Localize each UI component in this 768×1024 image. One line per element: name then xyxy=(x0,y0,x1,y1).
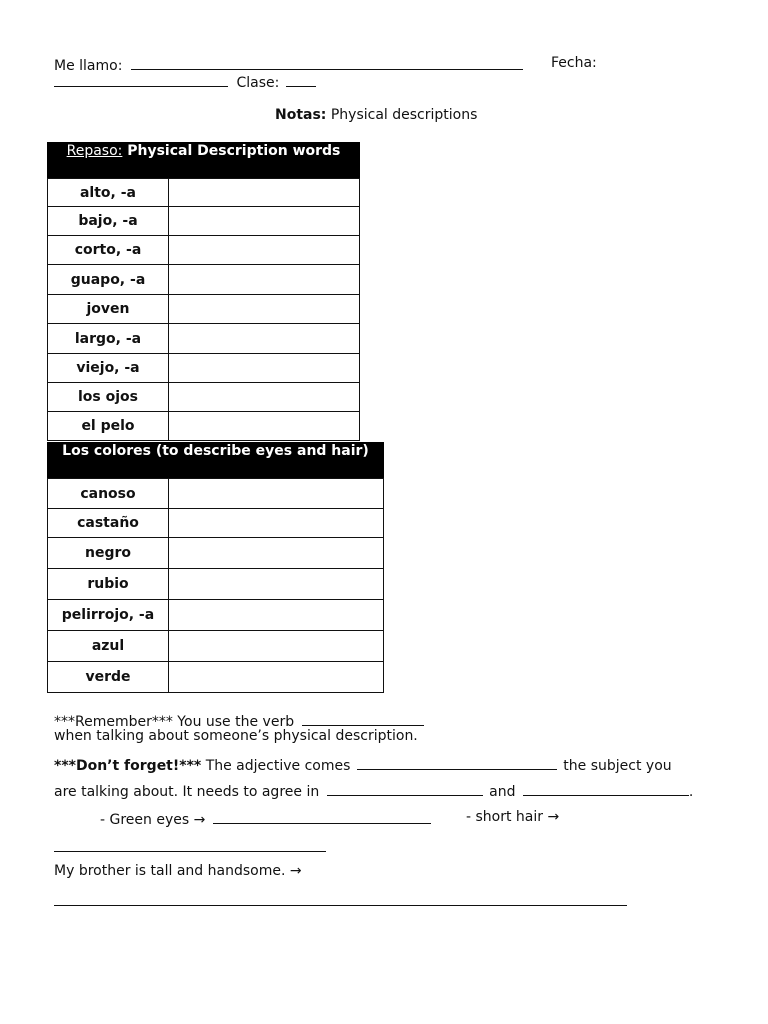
dont-forget-text-a: The adjective comes xyxy=(205,758,351,774)
class-label: Clase: xyxy=(236,75,280,91)
table1-answer-cell[interactable] xyxy=(169,265,360,295)
table2-row xyxy=(48,479,384,509)
table2-term: azul xyxy=(48,631,169,662)
table2-row xyxy=(48,538,384,569)
brother-blank[interactable] xyxy=(54,905,627,906)
remember-text-a: ***Remember*** You use the verb xyxy=(54,714,295,730)
table1-answer-cell[interactable] xyxy=(169,236,360,265)
brother-line xyxy=(54,863,302,879)
table1 xyxy=(47,178,360,441)
verb-blank[interactable] xyxy=(302,711,424,726)
table1-answer-cell[interactable] xyxy=(169,207,360,236)
table2-term: verde xyxy=(48,662,169,693)
table1-row xyxy=(48,207,360,236)
agree-text-a: are talking about. It needs to agree in xyxy=(54,784,320,800)
agree-blank-2[interactable] xyxy=(523,781,689,796)
table1-term: los ojos xyxy=(48,383,169,412)
date-blank[interactable] xyxy=(54,72,228,87)
table2-row xyxy=(48,509,384,538)
date-line xyxy=(551,55,597,71)
short-hair-label: - short hair → xyxy=(466,809,560,825)
table1-term: guapo, -a xyxy=(48,265,169,295)
agree-and: and xyxy=(489,784,516,800)
table2-header-text: Los colores (to describe eyes and hair) xyxy=(62,443,369,459)
table2-answer-cell[interactable] xyxy=(169,569,384,600)
agree-line xyxy=(54,781,693,800)
short-hair-line xyxy=(466,809,559,825)
class-blank[interactable] xyxy=(286,72,316,87)
table1-row xyxy=(48,265,360,295)
title-prefix: Notas: xyxy=(275,107,327,123)
table1-row xyxy=(48,295,360,324)
table2-answer-cell[interactable] xyxy=(169,509,384,538)
remember-line-2 xyxy=(54,728,418,744)
table1-row xyxy=(48,383,360,412)
table1-answer-cell[interactable] xyxy=(169,354,360,383)
table1-row xyxy=(48,236,360,265)
table1-term: joven xyxy=(48,295,169,324)
table2-term: rubio xyxy=(48,569,169,600)
page-title xyxy=(275,107,477,123)
table2-answer-cell[interactable] xyxy=(169,479,384,509)
class-line xyxy=(54,72,316,91)
dont-forget-text-b: the subject you xyxy=(563,758,672,774)
table2-row xyxy=(48,631,384,662)
table1-header-underlined: Repaso: xyxy=(66,143,123,159)
table1-answer-cell[interactable] xyxy=(169,295,360,324)
green-eyes-line xyxy=(100,809,431,828)
table1-row xyxy=(48,179,360,207)
table1-row xyxy=(48,324,360,354)
table2-answer-cell[interactable] xyxy=(169,631,384,662)
name-blank[interactable] xyxy=(131,55,523,70)
table2-term: negro xyxy=(48,538,169,569)
remember-text-b: when talking about someone’s physical description. xyxy=(54,728,418,744)
table1-header xyxy=(47,142,360,179)
table2 xyxy=(47,478,384,693)
table1-answer-cell[interactable] xyxy=(169,412,360,441)
title-text: Physical descriptions xyxy=(330,107,478,123)
table1-term: corto, -a xyxy=(48,236,169,265)
agree-end: . xyxy=(688,784,694,800)
dont-forget-bold: ***Don’t forget!*** xyxy=(54,758,202,774)
table1-header-text: Physical Description words xyxy=(127,143,341,159)
table1-term: el pelo xyxy=(48,412,169,441)
table2-answer-cell[interactable] xyxy=(169,600,384,631)
short-hair-blank[interactable] xyxy=(54,851,326,852)
table1-term: bajo, -a xyxy=(48,207,169,236)
position-blank[interactable] xyxy=(357,755,557,770)
table2-term: canoso xyxy=(48,479,169,509)
green-eyes-label: - Green eyes → xyxy=(100,812,206,828)
date-label: Fecha: xyxy=(551,55,597,71)
table1-answer-cell[interactable] xyxy=(169,179,360,207)
table1-term: largo, -a xyxy=(48,324,169,354)
agree-blank-1[interactable] xyxy=(327,781,483,796)
table2-term: castaño xyxy=(48,509,169,538)
table1-answer-cell[interactable] xyxy=(169,324,360,354)
table2-row xyxy=(48,662,384,693)
brother-text: My brother is tall and handsome. → xyxy=(54,863,302,879)
table1-term: alto, -a xyxy=(48,179,169,207)
green-eyes-blank[interactable] xyxy=(213,809,431,824)
table1-term: viejo, -a xyxy=(48,354,169,383)
table2-header xyxy=(47,442,384,479)
table1-row xyxy=(48,412,360,441)
table1-row xyxy=(48,354,360,383)
table1-answer-cell[interactable] xyxy=(169,383,360,412)
table2-row xyxy=(48,600,384,631)
table2-answer-cell[interactable] xyxy=(169,538,384,569)
table2-term: pelirrojo, -a xyxy=(48,600,169,631)
name-label: Me llamo: xyxy=(54,58,123,74)
table2-row xyxy=(48,569,384,600)
dont-forget-line xyxy=(54,755,672,774)
table2-answer-cell[interactable] xyxy=(169,662,384,693)
